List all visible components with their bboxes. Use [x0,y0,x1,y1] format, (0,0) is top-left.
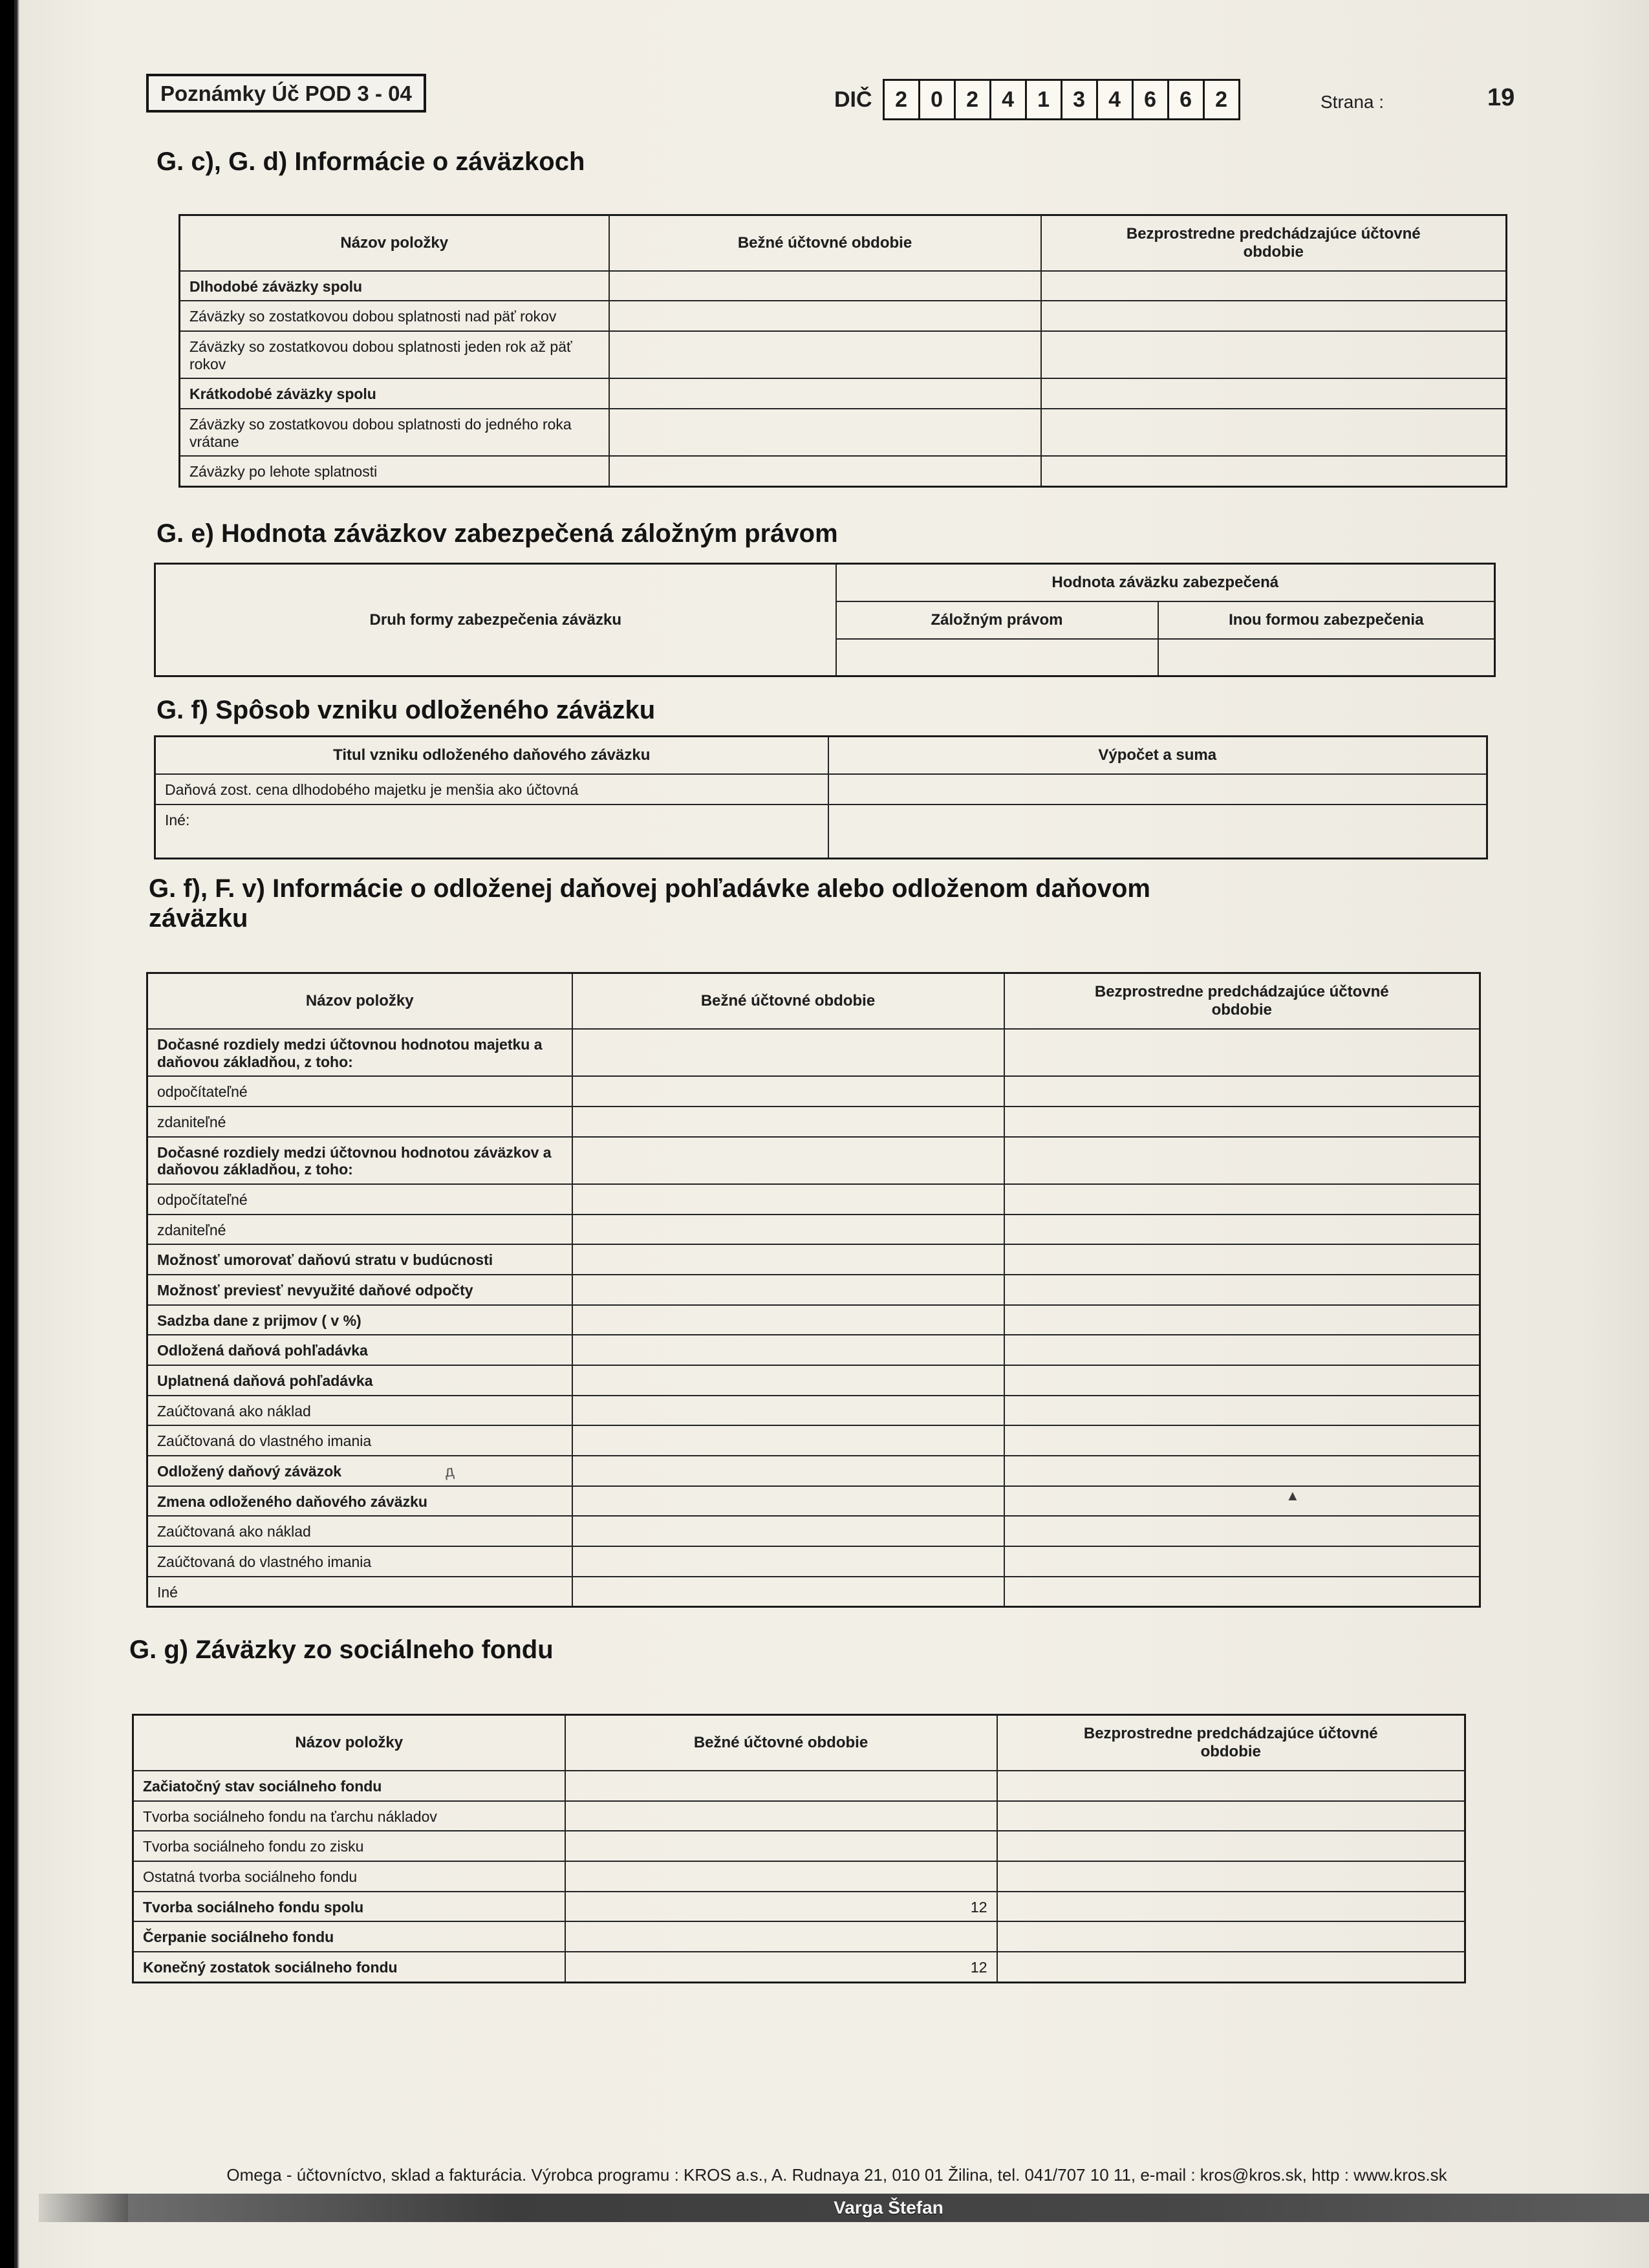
table-row [147,1486,1480,1517]
dic-digit: 2 [883,79,920,120]
col-header-other: Inou formou zabezpečenia [1158,601,1495,639]
table-row [133,1892,1465,1922]
row-label: Záväzky po lehote splatnosti [180,456,609,486]
section-title-gf: G. f) Spôsob vzniku odloženého záväzku [156,696,656,725]
value-previous [1041,378,1507,409]
dic-digit: 3 [1061,79,1098,120]
scan-artifact-mark: ⁢д [444,1462,455,1481]
value-previous [997,1892,1465,1922]
value-previous [1004,1365,1480,1396]
value-current [572,1215,1004,1245]
value-previous [1004,1107,1480,1137]
value-previous [997,1921,1465,1952]
col-header-pledge: Záložným právom [836,601,1158,639]
deferred-tax-table [146,972,1481,1608]
row-label: odpočítateľné [147,1184,572,1215]
table-header-row [147,973,1480,1029]
col-header-current: Bežné účtovné obdobie [609,215,1041,271]
footer-vendor-line: Omega - účtovníctvo, sklad a fakturácia. Výrobca programu : KROS a.s., A. Rudnaya 21, 010 01 Žilina, tel. 041/707 10 11, e-mail : kros@kros.sk, http : www.kros.sk [226,2165,1447,2185]
deferred-liability-origin-table [154,735,1488,859]
dic-field [834,79,1240,120]
table-header-row [133,1715,1465,1771]
row-label: Konečný zostatok sociálneho fondu [133,1952,565,1982]
value-previous [1004,1275,1480,1305]
value-previous [1004,1577,1480,1607]
page-label: Strana : [1320,92,1385,112]
value-current [609,456,1041,486]
value-previous [997,1831,1465,1861]
value-calc [828,774,1487,805]
value-previous [1004,1546,1480,1577]
row-label: Zaúčtovaná ako náklad [147,1516,572,1546]
row-label: Možnosť umorovať daňovú stratu v budúcnosti [147,1244,572,1275]
section-title-ge: G. e) Hodnota záväzkov zabezpečená záložným právom [156,519,838,548]
table-row [147,1244,1480,1275]
dic-digit: 6 [1132,79,1169,120]
row-label: Tvorba sociálneho fondu na ťarchu nákladov [133,1801,565,1831]
value-current [572,1029,1004,1076]
value-other [1158,639,1495,676]
table-row [147,1107,1480,1137]
row-label: Dočasné rozdiely medzi účtovnou hodnotou majetku a daňovou základňou, z toho: [147,1029,572,1076]
value-previous [1004,1396,1480,1426]
value-previous [1004,1029,1480,1076]
value-current [572,1107,1004,1137]
value-current [572,1184,1004,1215]
row-label: Záväzky so zostatkovou dobou splatnosti nad päť rokov [180,301,609,331]
value-current [609,409,1041,456]
pledge-table [154,563,1496,677]
table-row [180,378,1507,409]
form-id-label: Poznámky Úč POD 3 - 04 [146,74,426,113]
dic-digit: 4 [989,79,1027,120]
col-header-previous: Bezprostredne predchádzajúce účtovné obdobie [1004,973,1480,1029]
table-row [147,1456,1480,1486]
row-label: Uplatnená daňová pohľadávka [147,1365,572,1396]
table-row [133,1952,1465,1982]
value-calc [828,805,1487,859]
scan-artifact-triangle: ▲ [1286,1487,1300,1504]
row-label: Krátkodobé záväzky spolu [180,378,609,409]
value-previous [997,1952,1465,1982]
value-previous [1041,301,1507,331]
table-row [147,1396,1480,1426]
row-label: Iné [147,1577,572,1607]
value-previous [997,1861,1465,1892]
value-previous [1004,1215,1480,1245]
row-label: Tvorba sociálneho fondu zo zisku [133,1831,565,1861]
value-current [572,1486,1004,1517]
row-label: Odložená daňová pohľadávka [147,1335,572,1365]
value-previous [1004,1425,1480,1456]
section-title-gfv [149,874,1520,933]
col-header-name: Názov položky [133,1715,565,1771]
table-row [180,456,1507,486]
row-label: Záväzky so zostatkovou dobou splatnosti do jedného roka vrátane [180,409,609,456]
row-label: Dočasné rozdiely medzi účtovnou hodnotou záväzkov a daňovou základňou, z toho: [147,1137,572,1184]
value-previous [1004,1076,1480,1107]
col-header-kind: Druh formy zabezpečenia záväzku [155,564,836,676]
value-current [609,378,1041,409]
table-row [147,1275,1480,1305]
table-row [180,409,1507,456]
value-current [609,301,1041,331]
table-row [147,1215,1480,1245]
table-row [180,301,1507,331]
row-label: Ostatná tvorba sociálneho fondu [133,1861,565,1892]
row-label: Dlhodobé záväzky spolu [180,271,609,301]
value-current [572,1546,1004,1577]
table-row [133,1801,1465,1831]
table-row [147,1335,1480,1365]
dic-digit: 2 [954,79,991,120]
row-label: odpočítateľné [147,1076,572,1107]
row-label: Daňová zost. cena dlhodobého majetku je menšia ako účtovná [155,774,828,805]
value-current [609,331,1041,378]
value-current [565,1861,997,1892]
value-current [572,1137,1004,1184]
value-current [565,1801,997,1831]
value-pledge [836,639,1158,676]
table-row [155,805,1487,859]
col-header-title: Titul vzniku odloženého daňového záväzku [155,737,828,774]
value-previous [1004,1137,1480,1184]
row-label: Sadzba dane z prijmov ( v %) [147,1305,572,1335]
value-current [572,1577,1004,1607]
form-content [0,139,1649,1983]
value-previous [997,1801,1465,1831]
value-previous [997,1771,1465,1801]
value-current [572,1396,1004,1426]
value-previous [1041,409,1507,456]
col-header-previous: Bezprostredne predchádzajúce účtovné obdobie [1041,215,1507,271]
row-label: Možnosť previesť nevyužité daňové odpočty [147,1275,572,1305]
table-header-row [155,564,1495,601]
table-row [180,331,1507,378]
value-previous [1004,1305,1480,1335]
value-current [565,1771,997,1801]
row-label: Začiatočný stav sociálneho fondu [133,1771,565,1801]
value-current: 12 [565,1952,997,1982]
value-current [565,1831,997,1861]
col-header-value-group: Hodnota záväzku zabezpečená [836,564,1495,601]
row-label: Tvorba sociálneho fondu spolu [133,1892,565,1922]
table-row [147,1365,1480,1396]
value-current [572,1275,1004,1305]
row-label: Zaúčtovaná ako náklad [147,1396,572,1426]
row-label: Zmena odloženého daňového záväzku [147,1486,572,1517]
section-title-line1: G. f), F. v) Informácie o odloženej daňovej pohľadávke alebo odloženom daňovom [149,874,1150,903]
col-header-previous: Bezprostredne predchádzajúce účtovné obdobie [997,1715,1465,1771]
value-current [609,271,1041,301]
table-row [147,1305,1480,1335]
section-title-gcd: G. c), G. d) Informácie o záväzkoch [156,147,585,176]
value-current [565,1921,997,1952]
footer-band-shadow [39,2194,129,2222]
row-label: Zaúčtovaná do vlastného imania [147,1425,572,1456]
table-header-row [155,737,1487,774]
page-number: 19 [1487,84,1515,111]
dic-digit: 6 [1167,79,1205,120]
value-previous [1004,1456,1480,1486]
liabilities-table [178,214,1507,488]
value-previous [1041,331,1507,378]
table-row [147,1137,1480,1184]
col-header-calc: Výpočet a suma [828,737,1487,774]
footer-band [128,2194,1649,2222]
value-previous [1004,1244,1480,1275]
value-current [572,1305,1004,1335]
row-label: Iné: [155,805,828,859]
value-current [572,1365,1004,1396]
row-label: Zaúčtovaná do vlastného imania [147,1546,572,1577]
value-previous [1041,456,1507,486]
col-header-name: Názov položky [180,215,609,271]
table-row [133,1921,1465,1952]
table-row [147,1577,1480,1607]
value-current [572,1244,1004,1275]
table-row [180,271,1507,301]
dic-digit: 1 [1025,79,1062,120]
table-row [147,1516,1480,1546]
col-header-current: Bežné účtovné obdobie [565,1715,997,1771]
table-row [147,1076,1480,1107]
table-row [147,1425,1480,1456]
value-current: 12 [565,1892,997,1922]
section-title-gg: G. g) Záväzky zo sociálneho fondu [129,1636,554,1665]
table-row [133,1831,1465,1861]
value-current [572,1516,1004,1546]
table-row [147,1029,1480,1076]
row-label: Záväzky so zostatkovou dobou splatnosti jeden rok až päť rokov [180,331,609,378]
row-label: zdaniteľné [147,1215,572,1245]
value-current [572,1076,1004,1107]
row-label: Čerpanie sociálneho fondu [133,1921,565,1952]
value-previous [1004,1335,1480,1365]
table-row [133,1771,1465,1801]
social-fund-table [132,1714,1466,1983]
row-label: zdaniteľné [147,1107,572,1137]
dic-digit: 4 [1096,79,1134,120]
value-previous [1041,271,1507,301]
col-header-name: Názov položky [147,973,572,1029]
table-row [147,1546,1480,1577]
footer-person-name: Varga Štefan [834,2198,943,2218]
col-header-current: Bežné účtovné obdobie [572,973,1004,1029]
dic-digit: 0 [918,79,956,120]
value-current [572,1335,1004,1365]
dic-digit-boxes [883,79,1240,120]
value-previous [1004,1184,1480,1215]
dic-label: DIČ [834,87,872,112]
value-previous [1004,1486,1480,1517]
value-current [572,1456,1004,1486]
value-previous [1004,1516,1480,1546]
table-row [147,1184,1480,1215]
table-row [133,1861,1465,1892]
section-title-line2: záväzku [149,904,248,933]
table-header-row [180,215,1507,271]
table-row [155,774,1487,805]
row-label: Odložený daňový záväzok [147,1456,572,1486]
dic-digit: 2 [1203,79,1240,120]
value-current [572,1425,1004,1456]
